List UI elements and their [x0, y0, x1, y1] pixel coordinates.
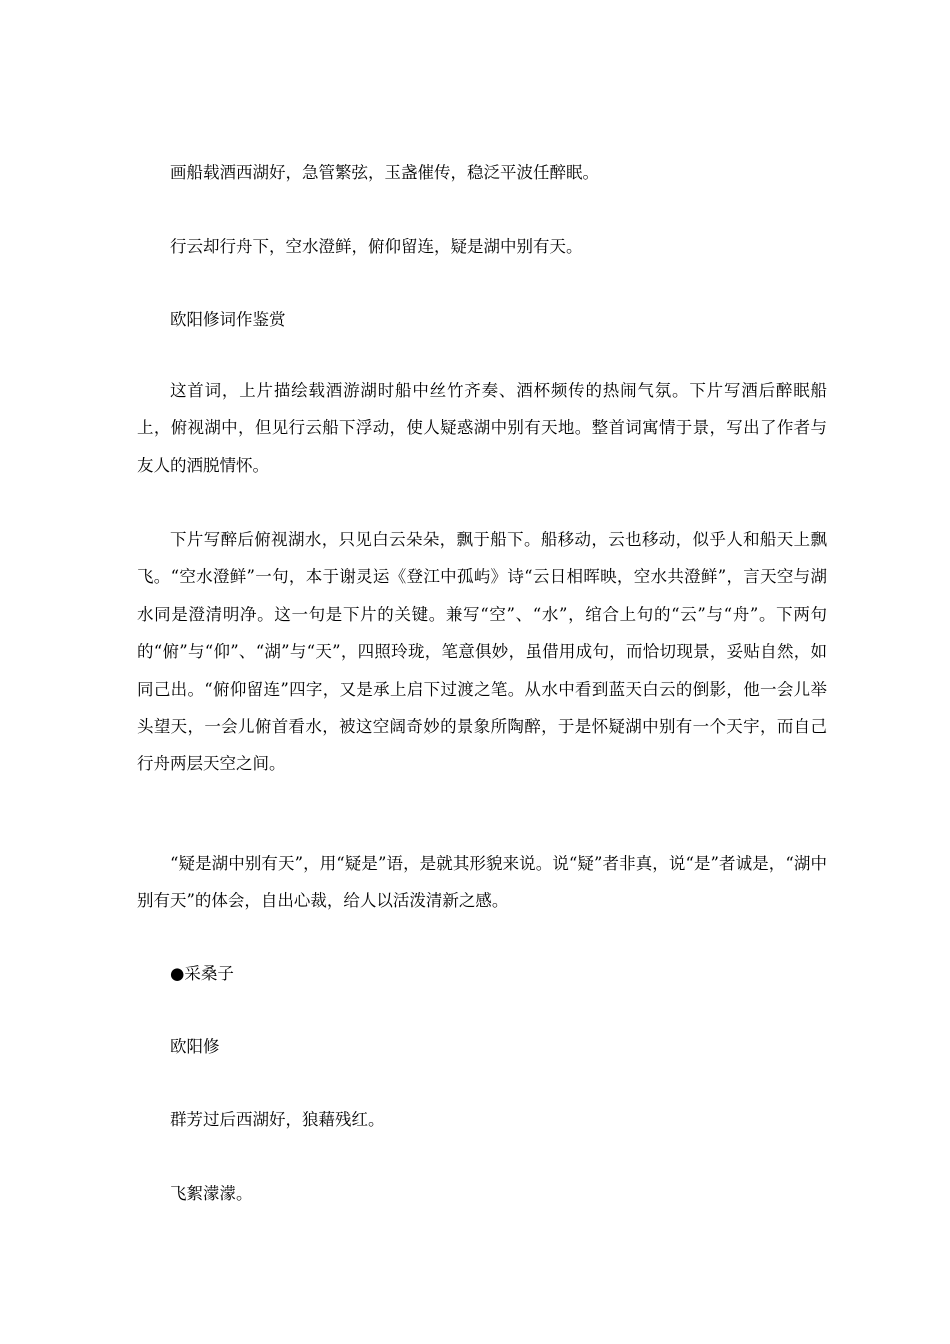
poem-author: 欧阳修	[170, 1037, 220, 1056]
paragraph-2: 下片写醉后俯视湖水，只见白云朵朵，飘于船下。船移动，云也移动，似乎人和船天上飘飞。“空水澄鲜”一句，本于谢灵运《登江中孤屿》诗“云日相晖映，空水共澄鲜”，言天空与湖水同是澄清明净。这一句是下片的关键。兼写“空”、“水”，绾合上句的“云”与“舟”。下两句的“俯”与“仰”、“湖”与“天”，四照玲珑，笔意俱妙，虽借用成句，而恰切现景，妥贴自然，如同己出。“俯仰留连”四字，又是承上启下过渡之笔。从水中看到蓝天白云的倒影，他一会儿举头望天，一会儿俯首看水，被这空阔奇妙的景象所陶醉，于是怀疑湖中别有一个天宇，而自己行舟两层天空之间。	[137, 530, 827, 774]
section-heading: 欧阳修词作鉴赏	[170, 310, 286, 329]
poem-title: ●采桑子	[170, 964, 234, 983]
poem-line-4: 飞絮濛濛。	[170, 1184, 253, 1203]
poem-line-2: 行云却行舟下，空水澄鲜，俯仰留连，疑是湖中别有天。	[170, 237, 583, 256]
poem-line-1: 画船载酒西湖好，急管繁弦，玉盏催传，稳泛平波任醉眠。	[170, 163, 599, 182]
paragraph-3: “疑是湖中别有天”，用“疑是”语，是就其形貌来说。说“疑”者非真，说“是”者诚是，“湖中别有天”的体会，自出心裁，给人以活泼清新之感。	[137, 854, 827, 911]
paragraph-1: 这首词，上片描绘载酒游湖时船中丝竹齐奏、酒杯频传的热闹气氛。下片写酒后醉眠船上，俯视湖中，但见行云船下浮动，使人疑惑湖中别有天地。整首词寓情于景，写出了作者与友人的洒脱情怀。	[137, 381, 827, 475]
poem-line-3: 群芳过后西湖好，狼藉残红。	[170, 1110, 385, 1129]
